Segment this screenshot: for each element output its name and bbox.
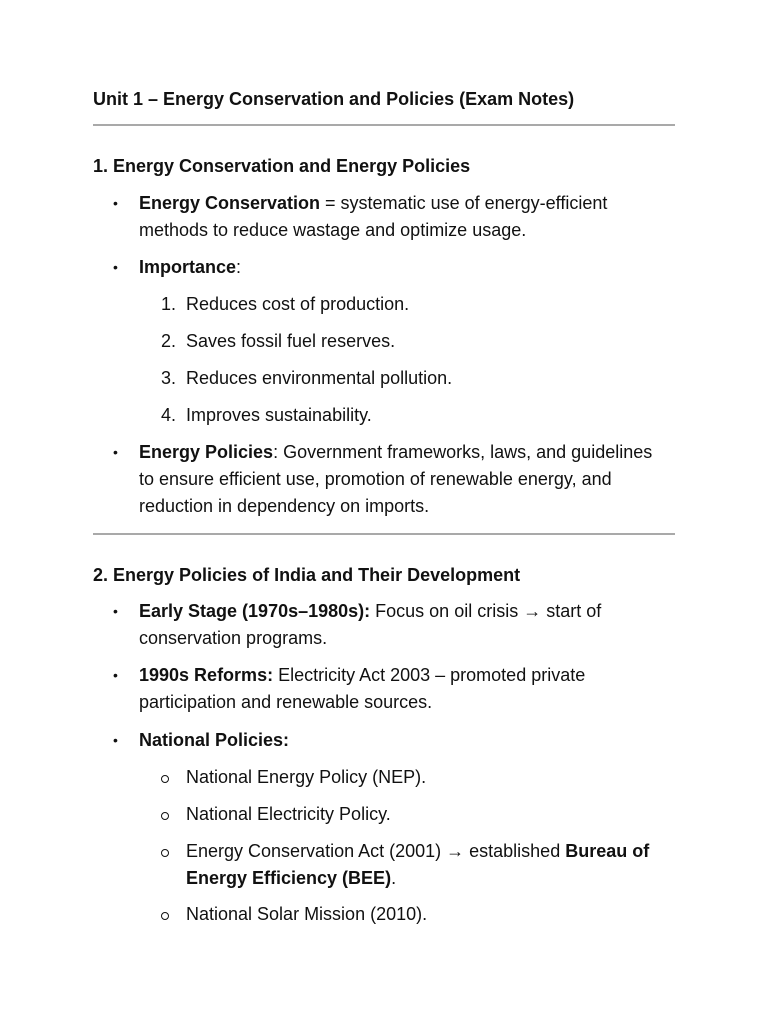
definition: = systematic use of energy-efficient <box>320 193 608 213</box>
term: National Policies: <box>139 730 290 750</box>
bullet-icon: • <box>113 195 118 211</box>
term: Energy Conservation <box>139 193 321 213</box>
bullet-icon: • <box>113 732 118 748</box>
definition-continued: methods to reduce wastage and optimize usage. <box>139 220 527 240</box>
section-heading: 2. Energy Policies of India and Their Development <box>93 565 521 585</box>
document-page: Unit 1 – Energy Conservation and Policies (Exam Notes) 1. Energy Conservation and Energy Policies • Energy Conservation = systematic use of energy-efficient methods to reduce wastage and optimize usage. • Importance: 1. Reduces cost of production. 2. Saves fossil fuel reserves. 3. Reduces environmental pollution. 4. Improves sustainability. • Energy Policies: Government frameworks, laws, and guidelines to ensure efficient use, promotion of renewable energy, and reduction in dependency on imports. 2. Energy Policies of India and Their Development • Early Stage (1970s–1980s): Focus on oil crisis → start of conservation programs. • 1990s Reforms: Electricity Act 2003 – promoted private participation and renewable sources. • National Policies: National Energy Policy (NEP). National Electricity Policy. Energy Conservation Act (2001) → established Bureau of Energy Efficiency (BEE). National Solar Mission (2010). <box>0 0 768 1024</box>
term: Early Stage (1970s–1980s): <box>139 601 371 621</box>
circle-bullet-icon <box>161 849 169 857</box>
term: Importance <box>139 257 237 277</box>
bullet-icon: • <box>113 667 118 683</box>
section-heading: 1. Energy Conservation and Energy Policies <box>93 156 471 176</box>
document-title: Unit 1 – Energy Conservation and Policies (Exam Notes) <box>93 89 575 109</box>
circle-bullet-icon <box>161 812 169 820</box>
circle-bullet-icon <box>161 775 169 783</box>
bullet-icon: • <box>113 444 118 460</box>
divider <box>93 124 675 126</box>
circle-bullet-icon <box>161 912 169 920</box>
term: Energy Policies <box>139 442 274 462</box>
term: 1990s Reforms: <box>139 665 274 685</box>
divider <box>93 533 675 535</box>
bullet-icon: • <box>113 259 118 275</box>
bullet-icon: • <box>113 603 118 619</box>
